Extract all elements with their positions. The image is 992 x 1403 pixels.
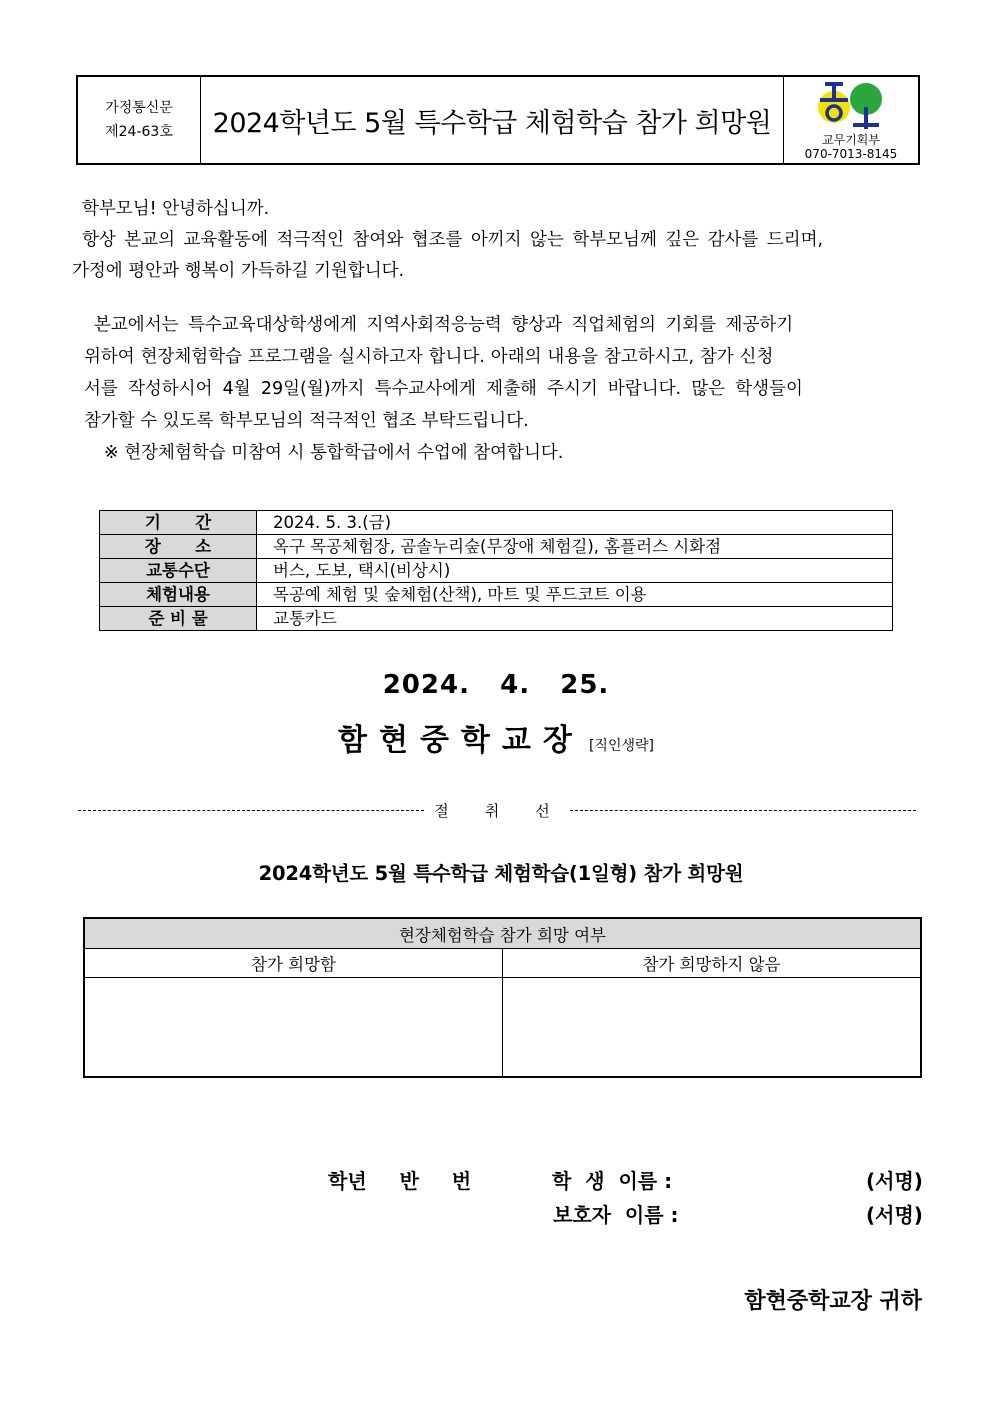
table-row xyxy=(84,949,921,978)
yes-check-cell[interactable] xyxy=(84,978,503,1078)
greeting: 학부모님! 안녕하십니까. xyxy=(82,199,270,219)
info-value: 옥구 목공체험장, 곰솔누리숲(무장애 체험길), 홈플러스 시화점 xyxy=(257,535,893,559)
class-number-line: 학년 반 번 xyxy=(328,1169,472,1193)
no-check-cell[interactable] xyxy=(503,978,922,1078)
student-sign-mark: (서명) xyxy=(866,1169,923,1193)
table-row xyxy=(100,535,893,559)
principal-name: 함현중학교장 xyxy=(337,723,584,758)
participation-form xyxy=(83,917,922,1078)
info-value: 2024. 5. 3.(금) xyxy=(257,511,893,535)
info-value: 버스, 도보, 택시(비상시) xyxy=(257,559,893,583)
cut-line xyxy=(78,800,916,821)
doc-label xyxy=(78,77,201,163)
letter-line-2: 가정에 평안과 행복이 가득하길 기원합니다. xyxy=(72,261,405,281)
info-key: 교통수단 xyxy=(100,559,257,583)
info-key: 준 비 물 xyxy=(100,607,257,631)
department-name: 교무기획부 xyxy=(822,133,880,147)
info-value: 교통카드 xyxy=(257,607,893,631)
body-line-3: 서를 작성하시어 4월 29일(월)까지 특수교사에게 제출해 주시기 바랍니다. 많은 학생들이 xyxy=(84,379,803,399)
body-line-4: 참가할 수 있도록 학부모님의 적극적인 협조 부탁드립니다. xyxy=(84,411,529,431)
info-key: 기 간 xyxy=(100,511,257,535)
principal-line xyxy=(0,715,992,759)
issue-date: 2024. 4. 25. xyxy=(382,670,610,700)
letter-line-1: 항상 본교의 교육활동에 적극적인 참여와 협조를 아끼지 않는 학부모님께 깊은 감사를 드리며, xyxy=(82,230,824,250)
info-table xyxy=(99,510,893,631)
dash-left xyxy=(78,810,424,811)
table-row xyxy=(100,511,893,535)
body-line-1: 본교에서는 특수교육대상학생에게 지역사회적응능력 향상과 직업체험의 기회를 제공하기 xyxy=(94,315,794,335)
body-line-2: 위하여 현장체험학습 프로그램을 실시하고자 합니다. 아래의 내용을 참고하시고, 참가 신청 xyxy=(84,347,774,367)
doc-category: 가정통신문 xyxy=(105,100,173,116)
info-key: 체험내용 xyxy=(100,583,257,607)
parent-sign-mark: (서명) xyxy=(866,1203,923,1227)
table-row xyxy=(84,918,921,949)
parent-name-label: 보호자 이름 : xyxy=(553,1203,679,1227)
table-row xyxy=(100,583,893,607)
table-row xyxy=(100,559,893,583)
dash-right xyxy=(570,810,916,811)
note-line: ※ 현장체험학습 미참여 시 통합학급에서 수업에 참여합니다. xyxy=(104,443,564,463)
department-phone: 070-7013-8145 xyxy=(804,147,898,161)
col-yes-header: 참가 희망함 xyxy=(84,949,503,978)
table-row xyxy=(84,978,921,1078)
page-title: 2024학년도 5월 특수학급 체험학습 참가 희망원 xyxy=(212,107,772,139)
school-logo-block xyxy=(783,77,918,163)
school-logo-icon xyxy=(815,77,887,133)
closing-line: 함현중학교장 귀하 xyxy=(744,1289,922,1314)
student-name-label: 학 생 이름 : xyxy=(552,1169,673,1193)
form-header: 현장체험학습 참가 희망 여부 xyxy=(84,918,921,949)
table-row xyxy=(100,607,893,631)
info-key: 장 소 xyxy=(100,535,257,559)
info-value: 목공예 체험 및 숲체험(산책), 마트 및 푸드코트 이용 xyxy=(257,583,893,607)
col-no-header: 참가 희망하지 않음 xyxy=(503,949,922,978)
cut-line-label: 절취선 xyxy=(434,802,586,820)
header-box xyxy=(76,75,920,165)
seal-note: [직인생략] xyxy=(588,738,654,754)
form-title: 2024학년도 5월 특수학급 체험학습(1일형) 참가 희망원 xyxy=(258,862,744,885)
doc-number: 제24-63호 xyxy=(105,124,173,140)
